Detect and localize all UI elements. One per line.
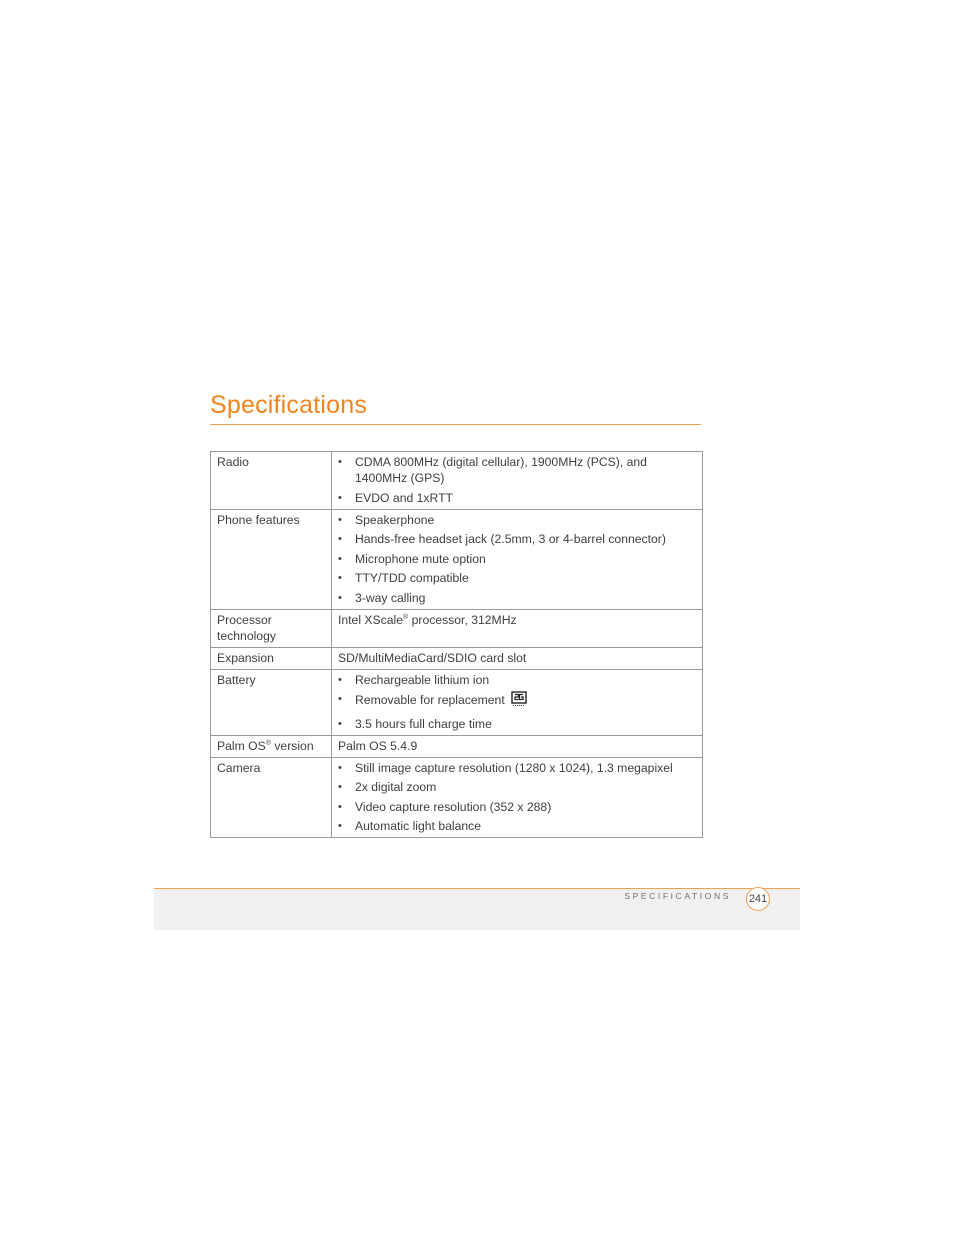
table-row-camera (211, 757, 703, 838)
title-divider (210, 424, 701, 425)
list-item: • Hands-free headset jack (2.5mm, 3 or 4-barrel connector) (338, 531, 696, 547)
list-item: • Still image capture resolution (1280 x 1024), 1.3 megapixel (338, 760, 696, 776)
list-item: • EVDO and 1xRTT (338, 490, 696, 506)
page-title: Specifications (210, 391, 368, 419)
list-item: • 3-way calling (338, 590, 696, 606)
table-row-phone-features (211, 509, 703, 609)
palm-os-value: Palm OS 5.4.9 (332, 735, 703, 757)
radio-list (338, 454, 696, 506)
radio-label: Radio (211, 452, 332, 510)
table-row-palm-os (211, 735, 703, 757)
list-item: • Speakerphone (338, 512, 696, 528)
list-item: • TTY/TDD compatible (338, 570, 696, 586)
list-item: • 3.5 hours full charge time (338, 716, 696, 732)
footer-section-title: SPECIFICATIONS (624, 891, 731, 901)
table-row-expansion (211, 647, 703, 669)
table-row-radio (211, 452, 703, 510)
list-item: • Rechargeable lithium ion (338, 672, 696, 688)
phone-features-list (338, 512, 696, 606)
radio-value (332, 452, 703, 510)
camera-list (338, 760, 696, 835)
processor-value-text: Intel XScale (338, 612, 404, 627)
battery-replacement-icon (511, 691, 527, 712)
list-item: • Microphone mute option (338, 551, 696, 567)
registered-mark: ® (265, 739, 271, 747)
palm-os-label-text-end: version (270, 738, 314, 753)
camera-value (332, 757, 703, 838)
table-row-battery (211, 669, 703, 735)
list-item: • 2x digital zoom (338, 779, 696, 795)
list-item (338, 691, 696, 712)
processor-label: Processor technology (211, 609, 332, 647)
list-item: • Automatic light balance (338, 818, 696, 834)
battery-value (332, 669, 703, 735)
battery-label: Battery (211, 669, 332, 735)
battery-list (338, 672, 696, 732)
processor-value-text-end: processor, 312MHz (408, 612, 517, 627)
expansion-label: Expansion (211, 647, 332, 669)
table-row-processor (211, 609, 703, 647)
camera-label: Camera (211, 757, 332, 838)
palm-os-label-text: Palm OS (217, 738, 266, 753)
registered-mark: ® (403, 613, 409, 621)
phone-features-label: Phone features (211, 509, 332, 609)
page-number: 241 (746, 887, 770, 911)
processor-value (332, 609, 703, 647)
list-item: • Video capture resolution (352 x 288) (338, 799, 696, 815)
palm-os-label (211, 735, 332, 757)
list-item: • CDMA 800MHz (digital cellular), 1900MHz (PCS), and 1400MHz (GPS) (338, 454, 696, 486)
phone-features-value (332, 509, 703, 609)
specifications-table (210, 451, 703, 838)
page-footer (154, 888, 800, 930)
battery-item-text: Removable for replacement (355, 693, 505, 707)
expansion-value: SD/MultiMediaCard/SDIO card slot (332, 647, 703, 669)
